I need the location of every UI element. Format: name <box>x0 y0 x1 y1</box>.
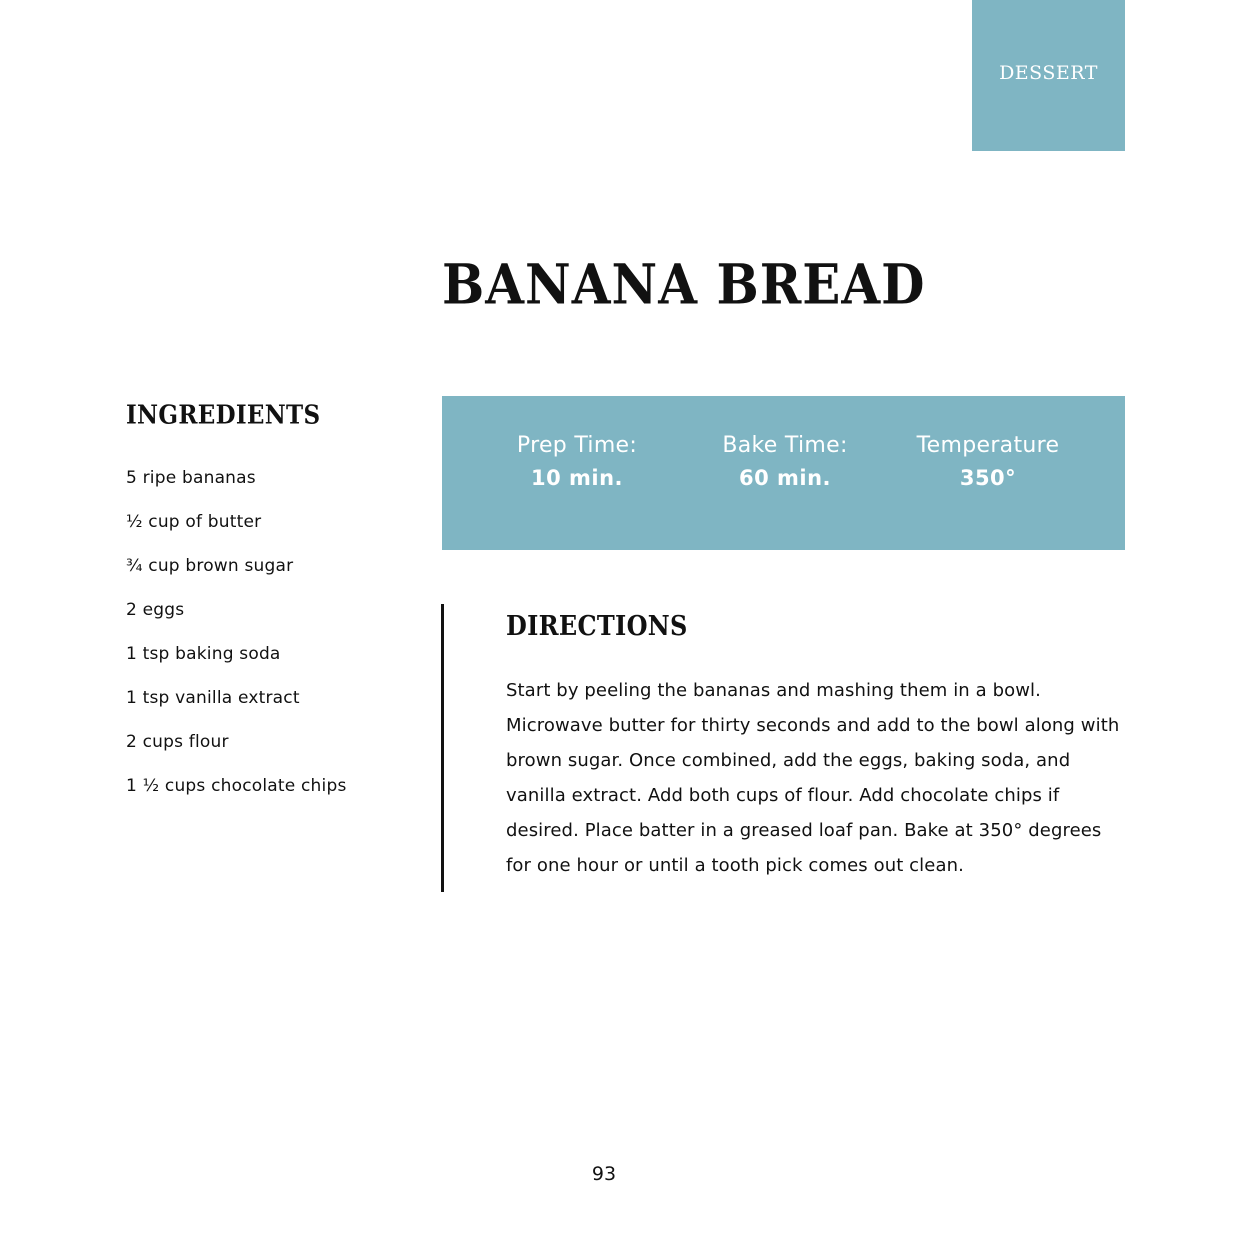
directions-divider <box>441 604 444 892</box>
ingredient-item: 2 eggs <box>126 600 185 620</box>
prep-time-value: 10 min. <box>530 466 624 490</box>
recipe-title: BANANA BREAD <box>442 252 926 317</box>
page-number: 93 <box>591 1163 617 1185</box>
temperature-label: Temperature <box>916 433 1060 458</box>
category-label: DESSERT <box>999 62 1098 84</box>
prep-time-label: Prep Time: <box>516 433 638 458</box>
directions-text: Start by peeling the bananas and mashing them in a bowl. Microwave butter for thirty seconds and add to the bowl along with brown sugar. Once combined, add the eggs, baking soda, and vanilla extract. Add both cups of flour. Add chocolate chips if desired. Place batter in a greased loaf pan. Bake at 350° degrees for one hour or until a tooth pick comes out clean. <box>506 680 1120 876</box>
ingredient-item: 1 tsp baking soda <box>126 644 281 664</box>
directions-heading: DIRECTIONS <box>506 609 688 642</box>
ingredient-item: 1 tsp vanilla extract <box>126 688 300 708</box>
ingredients-list <box>126 468 347 820</box>
temperature <box>906 433 1070 490</box>
ingredient-item: 2 cups flour <box>126 732 229 752</box>
bake-time <box>710 433 860 490</box>
prep-time <box>502 433 652 490</box>
category-tab <box>972 0 1125 151</box>
bake-time-label: Bake Time: <box>722 433 848 458</box>
ingredients-heading: INGREDIENTS <box>126 400 321 431</box>
ingredient-item: 5 ripe bananas <box>126 468 256 488</box>
bake-time-value: 60 min. <box>738 466 832 490</box>
ingredient-item: ½ cup of butter <box>126 512 262 532</box>
recipe-info-box <box>442 396 1125 550</box>
ingredient-item: ¾ cup brown sugar <box>126 556 294 576</box>
ingredient-item: 1 ½ cups chocolate chips <box>126 776 347 796</box>
temperature-value: 350° <box>959 466 1017 490</box>
